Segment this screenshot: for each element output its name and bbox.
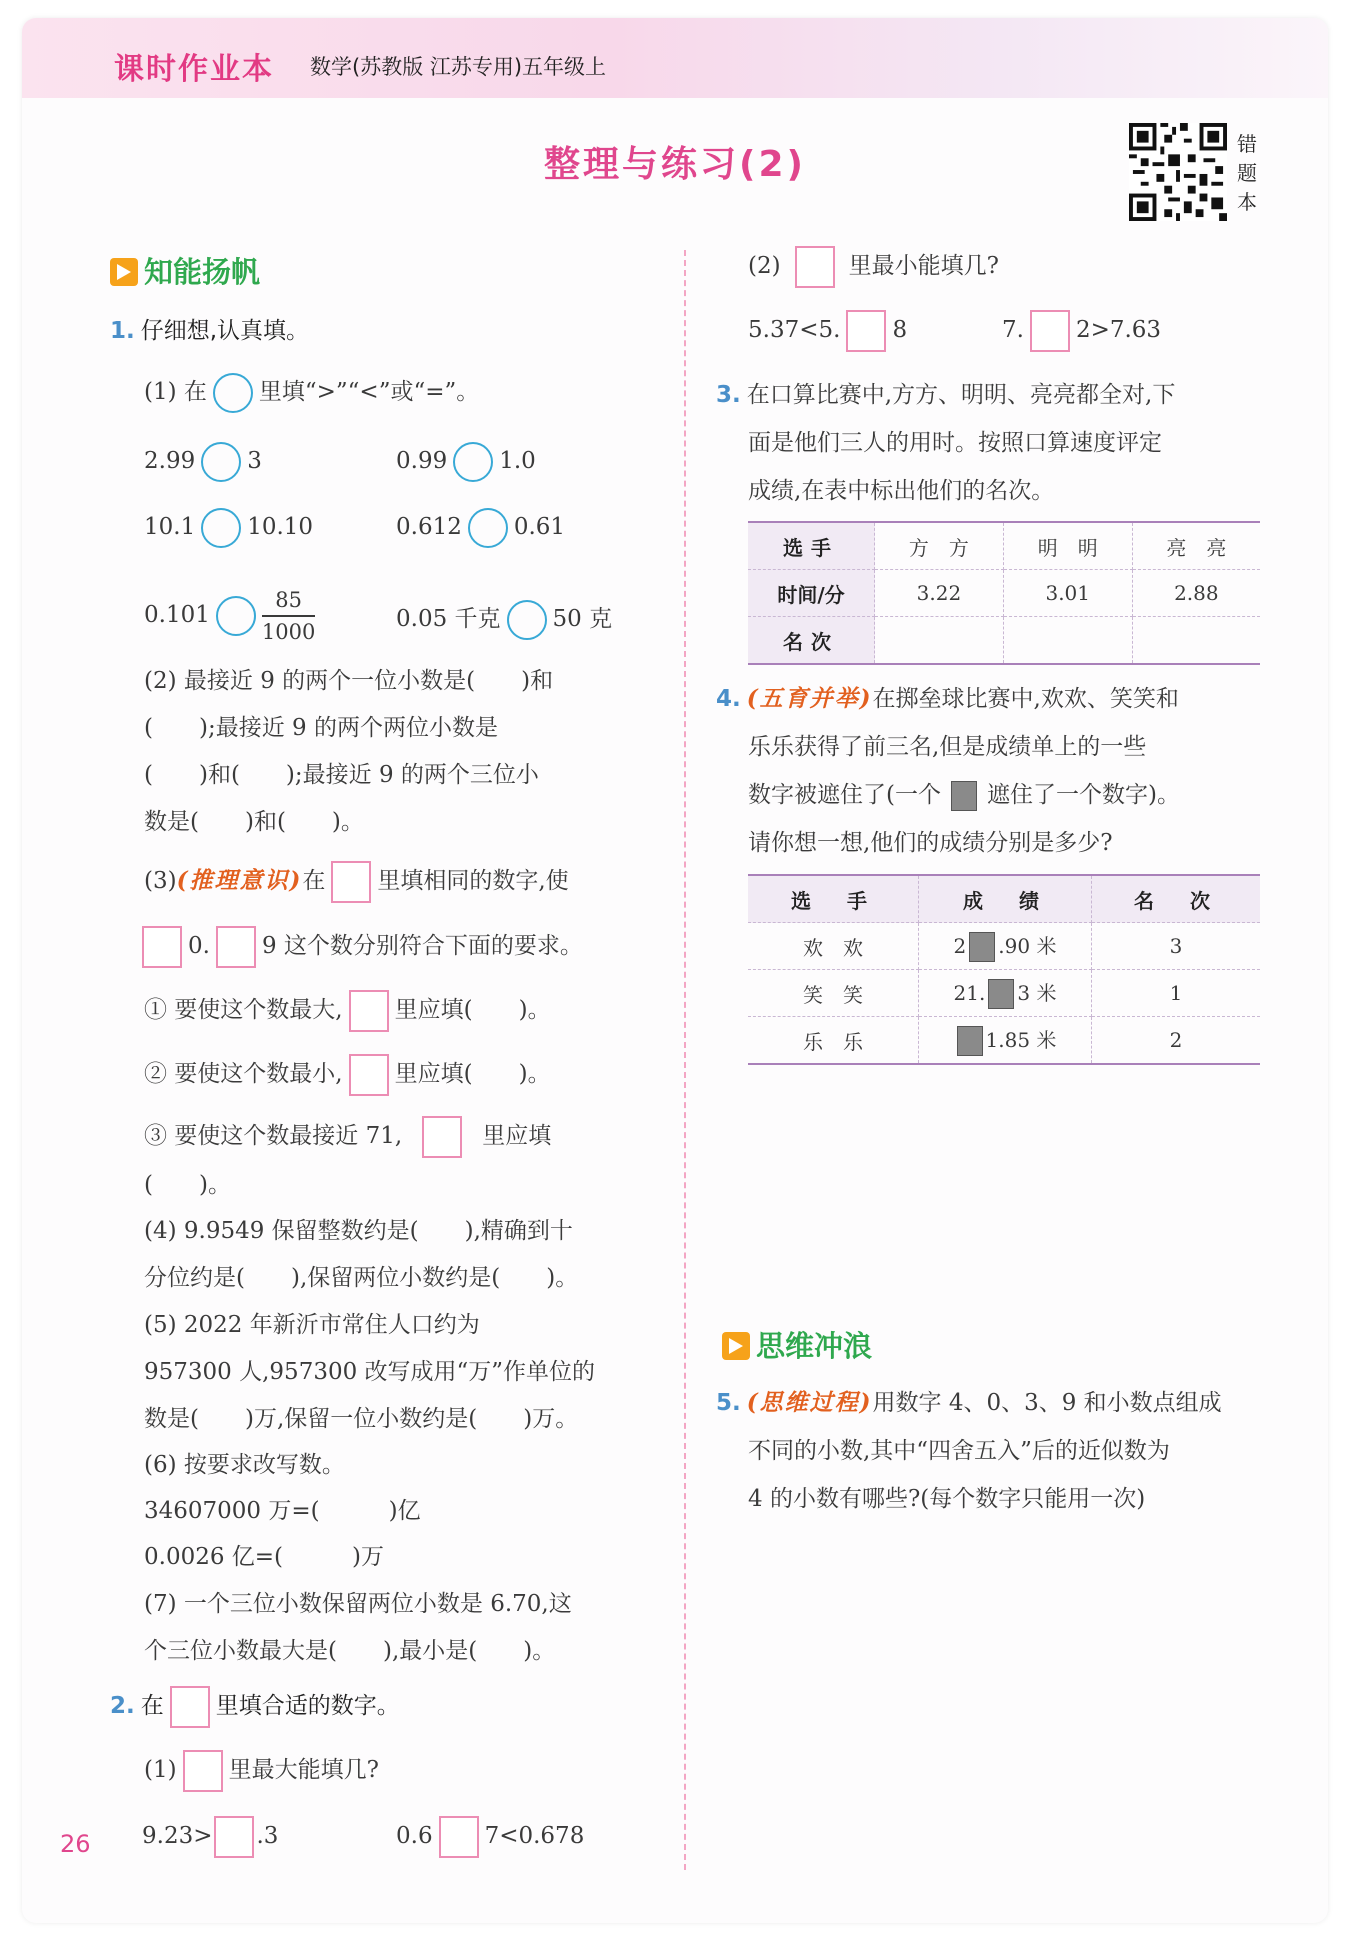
hidden-digit-square — [969, 932, 995, 962]
qr-label — [1237, 130, 1263, 217]
q2-p1-ex — [142, 1816, 278, 1858]
q1-p3-text: 里填相同的数字,使 — [377, 868, 569, 894]
cmp-row — [144, 508, 313, 548]
cmp-left: 0.101 — [144, 602, 210, 628]
brand-title: 课时作业本 — [114, 52, 274, 87]
answer-box[interactable] — [142, 926, 182, 968]
answer-box[interactable] — [1030, 310, 1070, 352]
answer-circle[interactable] — [468, 508, 508, 548]
cmp-row — [144, 582, 315, 648]
table-cell — [919, 970, 1092, 1017]
table-cell: 2.88 — [1132, 570, 1260, 617]
qr-label-char: 题 — [1237, 161, 1257, 185]
q1-heading — [110, 316, 309, 346]
q1-p3 — [144, 861, 569, 903]
column-divider — [684, 250, 686, 1870]
item-text: ② 要使这个数最小, — [144, 1061, 343, 1087]
hidden-digit-square — [951, 781, 977, 811]
ex-text: 9.23> — [142, 1823, 213, 1849]
cmp-right: 0.61 — [513, 514, 566, 540]
q2-p2 — [748, 246, 999, 288]
q1-p6-line: (6) 按要求改写数。 — [144, 1452, 345, 1478]
answer-box[interactable] — [795, 246, 835, 288]
q2-p1 — [144, 1750, 379, 1792]
table-cell: 3.22 — [875, 570, 1004, 617]
q3-line — [716, 380, 1175, 410]
table-cell: 1 — [1092, 970, 1261, 1017]
q1-number: 1. — [110, 318, 135, 344]
ex-text: 2>7.63 — [1075, 317, 1162, 343]
item-text: 里应填( )。 — [394, 1061, 551, 1087]
q1-p3-item — [144, 990, 551, 1032]
q2-p2-ex — [748, 310, 907, 352]
table-cell — [919, 923, 1092, 970]
answer-box[interactable] — [214, 1816, 254, 1858]
score-text: .90 米 — [998, 933, 1057, 958]
q2-p1-ex — [396, 1816, 584, 1858]
answer-box[interactable] — [216, 926, 256, 968]
answer-box[interactable] — [349, 990, 389, 1032]
section-title: 知能扬帆 — [144, 255, 261, 289]
q2-p2-label: (2) — [748, 253, 781, 279]
cmp-left: 2.99 — [144, 448, 196, 474]
hidden-digit-square — [957, 1026, 983, 1056]
cmp-right: 1.0 — [499, 448, 536, 474]
q3-line: 面是他们三人的用时。按照口算速度评定 — [748, 430, 1162, 456]
answer-circle[interactable] — [216, 596, 256, 636]
skill-tag: (推理意识) — [176, 867, 303, 894]
q1-p3-tail: ( )。 — [144, 1172, 231, 1198]
table-cell: 笑 笑 — [748, 970, 919, 1017]
table-header: 名 次 — [1092, 875, 1261, 923]
table-header: 选手 — [748, 522, 875, 570]
skill-tag: (五育并举) — [746, 685, 873, 712]
ex-text: 8 — [892, 317, 908, 343]
section-siwei — [722, 1324, 872, 1365]
q1-p3-text: (3) — [144, 868, 177, 894]
fraction-denominator: 1000 — [261, 620, 316, 644]
ex-text: 5.37<5. — [748, 317, 841, 343]
skill-tag: (思维过程) — [746, 1389, 873, 1416]
qr-label-char: 错 — [1237, 132, 1257, 156]
q1-p7-line: 个三位小数最大是( ),最小是( )。 — [144, 1638, 556, 1664]
q1-p1-text: (1) 在 — [144, 379, 207, 405]
q1-p4-line: (4) 9.9549 保留整数约是( ),精确到十 — [144, 1218, 573, 1244]
q4-text: 遮住了一个数字)。 — [986, 782, 1180, 808]
answer-circle[interactable] — [201, 508, 241, 548]
q1-p2-line: ( );最接近 9 的两个两位小数是 — [144, 715, 498, 741]
answer-box[interactable] — [183, 1750, 223, 1792]
rank-input-cell[interactable] — [875, 617, 1004, 665]
cmp-row — [144, 442, 262, 482]
table-cell: 3 — [1092, 923, 1261, 970]
table-header: 成 绩 — [919, 875, 1092, 923]
item-text: 里应填 — [482, 1123, 552, 1149]
cmp-left: 0.99 — [396, 448, 448, 474]
cmp-right: 10.10 — [247, 514, 314, 540]
q2-title: 里填合适的数字。 — [215, 1693, 400, 1719]
q5-line: 4 的小数有哪些?(每个数字只能用一次) — [748, 1486, 1146, 1512]
q3-line: 成绩,在表中标出他们的名次。 — [748, 478, 1055, 504]
ex-text: 7<0.678 — [484, 1823, 585, 1849]
fraction-numerator: 85 — [262, 585, 315, 617]
cmp-row — [396, 600, 612, 640]
q4-line: 乐乐获得了前三名,但是成绩单上的一些 — [748, 734, 1147, 760]
q4-line — [716, 684, 1179, 714]
q1-p6-line: 34607000 万=( )亿 — [144, 1498, 421, 1524]
q1-p5-line: 957300 人,957300 改写成用“万”作单位的 — [144, 1359, 596, 1385]
ex-text: 0.6 — [396, 1823, 433, 1849]
q1-title: 仔细想,认真填。 — [140, 318, 310, 344]
q4-line — [748, 780, 1180, 811]
q1-p6-line: 0.0026 亿=( )万 — [144, 1544, 385, 1570]
q5-number: 5. — [716, 1390, 741, 1416]
workbook-page — [22, 18, 1328, 1923]
q2-title: 在 — [140, 1693, 164, 1719]
table-header: 选 手 — [748, 875, 919, 923]
score-text: 21. — [953, 980, 986, 1005]
answer-box[interactable] — [439, 1816, 479, 1858]
q2-number: 2. — [110, 1693, 135, 1719]
cmp-left: 0.612 — [396, 514, 462, 540]
q1-p3-text: 0. — [188, 933, 210, 959]
table-cell — [919, 1017, 1092, 1065]
q2-p1-text: 里最大能填几? — [228, 1757, 379, 1783]
q4-text: 在掷垒球比赛中,欢欢、笑笑和 — [872, 686, 1179, 712]
qr-label-char: 本 — [1237, 190, 1257, 214]
score-text: 1.85 米 — [985, 1027, 1057, 1052]
answer-circle[interactable] — [507, 600, 547, 640]
table-cell: 乐 乐 — [748, 1017, 919, 1065]
q1-p1 — [144, 373, 479, 413]
q1-p3-text: 9 这个数分别符合下面的要求。 — [261, 933, 583, 959]
q4-line: 请你想一想,他们的成绩分别是多少? — [748, 830, 1113, 856]
answer-box[interactable] — [422, 1116, 462, 1158]
answer-box[interactable] — [349, 1054, 389, 1096]
q2-p1-label: (1) — [144, 1757, 177, 1783]
q1-p3-text: 在 — [302, 868, 326, 894]
q3-number: 3. — [716, 382, 741, 408]
q1-p4-line: 分位约是( ),保留两位小数约是( )。 — [144, 1265, 579, 1291]
section-title: 思维冲浪 — [756, 1329, 873, 1363]
q2-p2-ex — [1002, 310, 1161, 352]
q5-line: 不同的小数,其中“四舍五入”后的近似数为 — [748, 1438, 1170, 1464]
answer-circle[interactable] — [453, 442, 493, 482]
table-header: 名次 — [748, 617, 875, 665]
item-text: ③ 要使这个数最接近 71, — [144, 1123, 403, 1149]
cmp-left: 0.05 千克 — [396, 606, 501, 632]
table-header: 时间/分 — [748, 570, 875, 617]
q1-p2-line: (2) 最接近 9 的两个一位小数是( )和 — [144, 668, 554, 694]
cmp-right: 50 克 — [552, 606, 613, 632]
answer-circle[interactable] — [201, 442, 241, 482]
fraction — [262, 585, 315, 647]
hidden-digit-square — [988, 979, 1014, 1009]
q1-p5-line: (5) 2022 年新沂市常住人口约为 — [144, 1312, 480, 1338]
q1-p3-item — [144, 1116, 551, 1158]
result-table — [748, 874, 1260, 1065]
q4-text: 数字被遮住了(一个 — [748, 782, 941, 808]
page-title: 整理与练习(2) — [544, 144, 806, 185]
cmp-row — [396, 442, 536, 482]
q1-p3-number — [142, 926, 583, 968]
q1-p7-line: (7) 一个三位小数保留两位小数是 6.70,这 — [144, 1591, 572, 1617]
section-zhineng — [110, 250, 260, 291]
q1-p5-line: 数是( )万,保留一位小数约是( )万。 — [144, 1406, 579, 1432]
speed-table — [748, 521, 1260, 665]
answer-box[interactable] — [846, 310, 886, 352]
q1-p2-line: 数是( )和( )。 — [144, 809, 364, 835]
table-cell: 亮 亮 — [1132, 522, 1260, 570]
answer-box[interactable] — [331, 861, 371, 903]
q1-p3-item — [144, 1054, 551, 1096]
q5-line — [716, 1388, 1222, 1418]
q1-p1-text: 里填“>”“<”或“=”。 — [258, 379, 480, 405]
rank-input-cell[interactable] — [1003, 617, 1132, 665]
wave-icon — [722, 1332, 750, 1360]
q4-number: 4. — [716, 686, 741, 712]
score-text: 3 米 — [1017, 980, 1057, 1005]
table-cell: 2 — [1092, 1017, 1261, 1065]
cmp-row — [396, 508, 565, 548]
item-text: ① 要使这个数最大, — [144, 997, 343, 1023]
sail-icon — [110, 258, 138, 286]
ex-text: 7. — [1002, 317, 1024, 343]
qr-code-icon[interactable] — [1129, 123, 1227, 221]
table-cell: 方 方 — [875, 522, 1004, 570]
item-text: 里应填( )。 — [394, 997, 551, 1023]
table-cell: 3.01 — [1003, 570, 1132, 617]
answer-circle[interactable] — [213, 373, 253, 413]
ex-text: .3 — [256, 1823, 279, 1849]
q5-text: 用数字 4、0、3、9 和小数点组成 — [872, 1390, 1222, 1416]
score-text: 2 — [953, 933, 967, 958]
page-number: 26 — [60, 1830, 91, 1858]
cmp-right: 3 — [247, 448, 262, 474]
cmp-left: 10.1 — [144, 514, 196, 540]
q1-p2-line: ( )和( );最接近 9 的两个三位小 — [144, 762, 539, 788]
answer-box[interactable] — [170, 1686, 210, 1728]
subject-line: 数学(苏教版 江苏专用)五年级上 — [310, 55, 607, 79]
q3-text: 在口算比赛中,方方、明明、亮亮都全对,下 — [746, 382, 1176, 408]
rank-input-cell[interactable] — [1132, 617, 1260, 665]
table-cell: 明 明 — [1003, 522, 1132, 570]
table-cell: 欢 欢 — [748, 923, 919, 970]
q2-p2-text: 里最小能填几? — [848, 253, 999, 279]
q2-heading — [110, 1686, 400, 1728]
